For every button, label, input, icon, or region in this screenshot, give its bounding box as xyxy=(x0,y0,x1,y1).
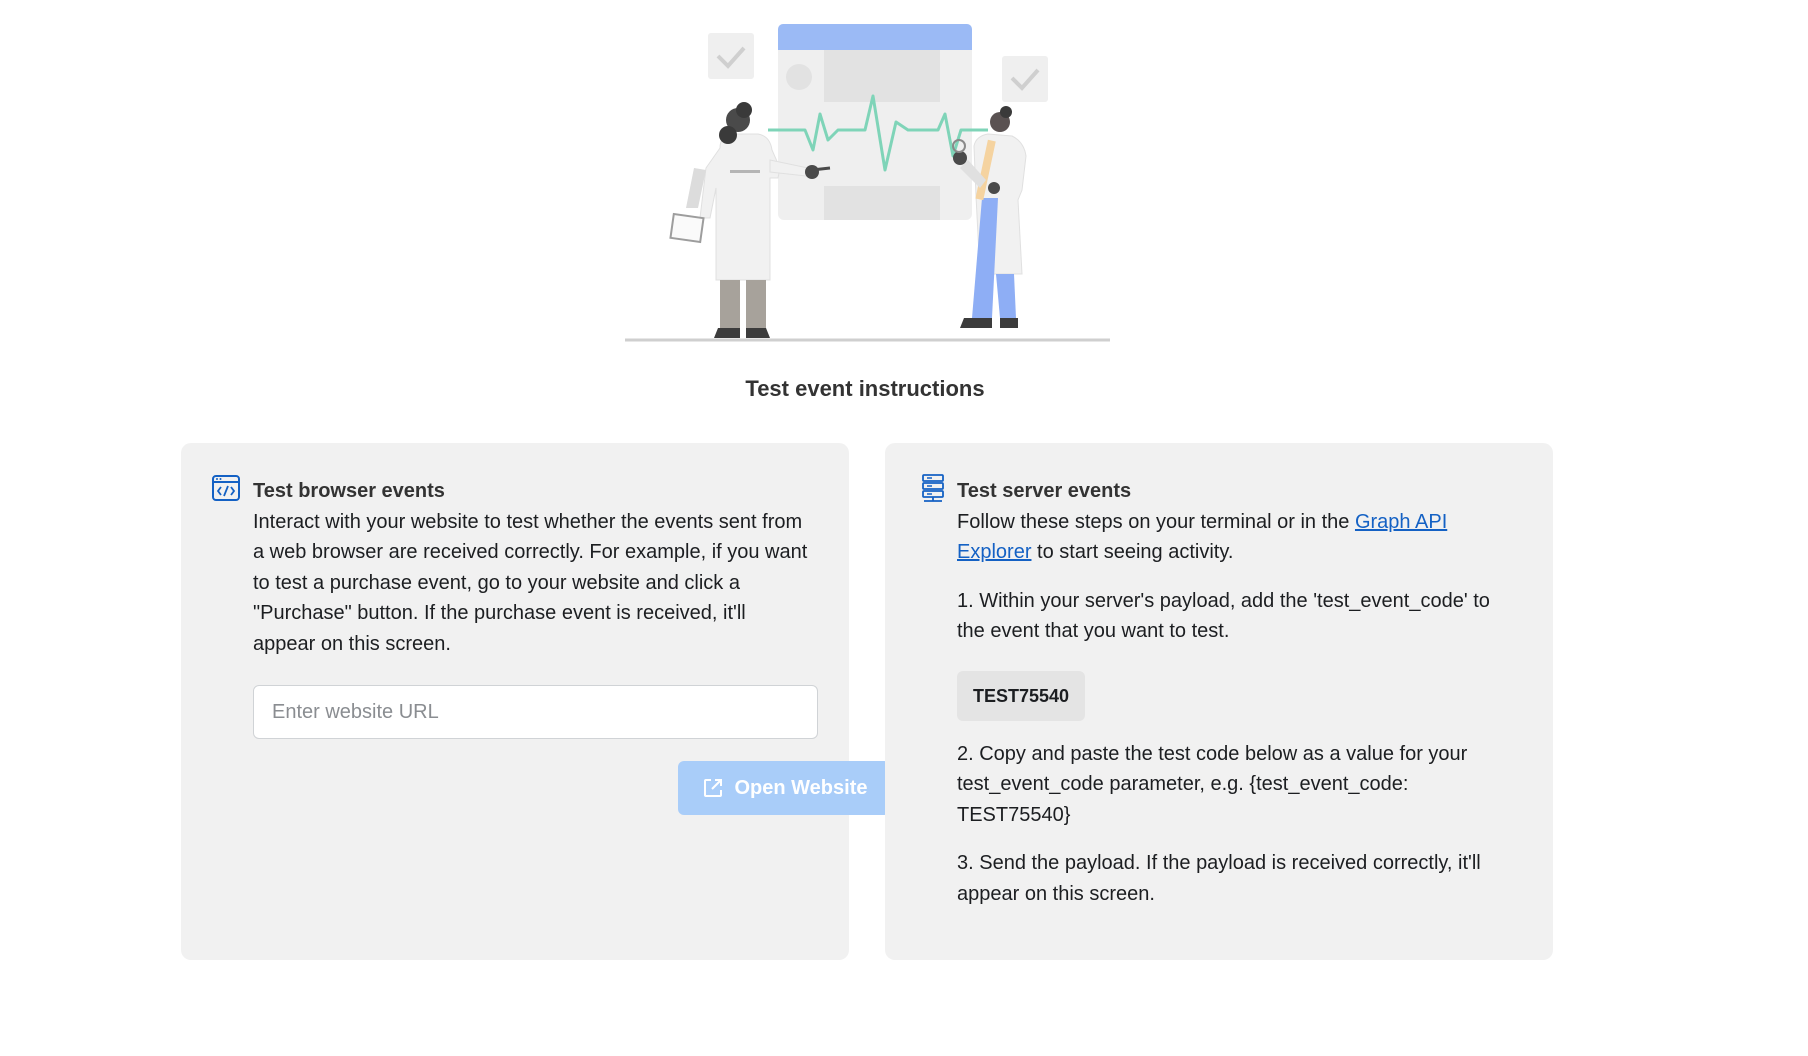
browser-code-icon xyxy=(211,473,241,503)
test-server-events-card xyxy=(885,443,1553,960)
graph-api-explorer-link[interactable]: Graph API Explorer xyxy=(957,510,1448,563)
card-heading: Test browser events xyxy=(253,480,445,502)
server-icon xyxy=(918,473,948,503)
step-2: 2. Copy and paste the test code below as a value for your test_event_code parameter, e.g. {test_event_code: TEST75540} xyxy=(957,742,1468,826)
website-url-input[interactable] xyxy=(253,685,818,739)
test-code-chip[interactable]: TEST75540 xyxy=(957,671,1085,721)
external-link-icon xyxy=(701,776,725,800)
step-1: 1. Within your server's payload, add the 'test_event_code' to the event that you want to test. xyxy=(957,589,1490,642)
intro-text: Follow these steps on your terminal or in the xyxy=(957,510,1355,533)
doctors-monitoring-illustration xyxy=(620,18,1120,348)
open-website-label: Open Website xyxy=(734,776,868,799)
card-description: Interact with your website to test whether the events sent from a web browser are received correctly. For example, if you want to test a purchase event, go to your website and click a "Purchase" button. If the purchase event is received, it'll appear on this screen. xyxy=(253,510,808,655)
step-3: 3. Send the payload. If the payload is received correctly, it'll appear on this screen. xyxy=(957,852,1481,905)
open-website-button[interactable] xyxy=(678,761,890,815)
section-title: Test event instructions xyxy=(745,376,985,401)
card-heading: Test server events xyxy=(957,480,1132,502)
intro-text-end: to start seeing activity. xyxy=(1031,541,1234,563)
test-browser-events-card xyxy=(181,443,868,960)
server-intro xyxy=(957,507,1515,568)
